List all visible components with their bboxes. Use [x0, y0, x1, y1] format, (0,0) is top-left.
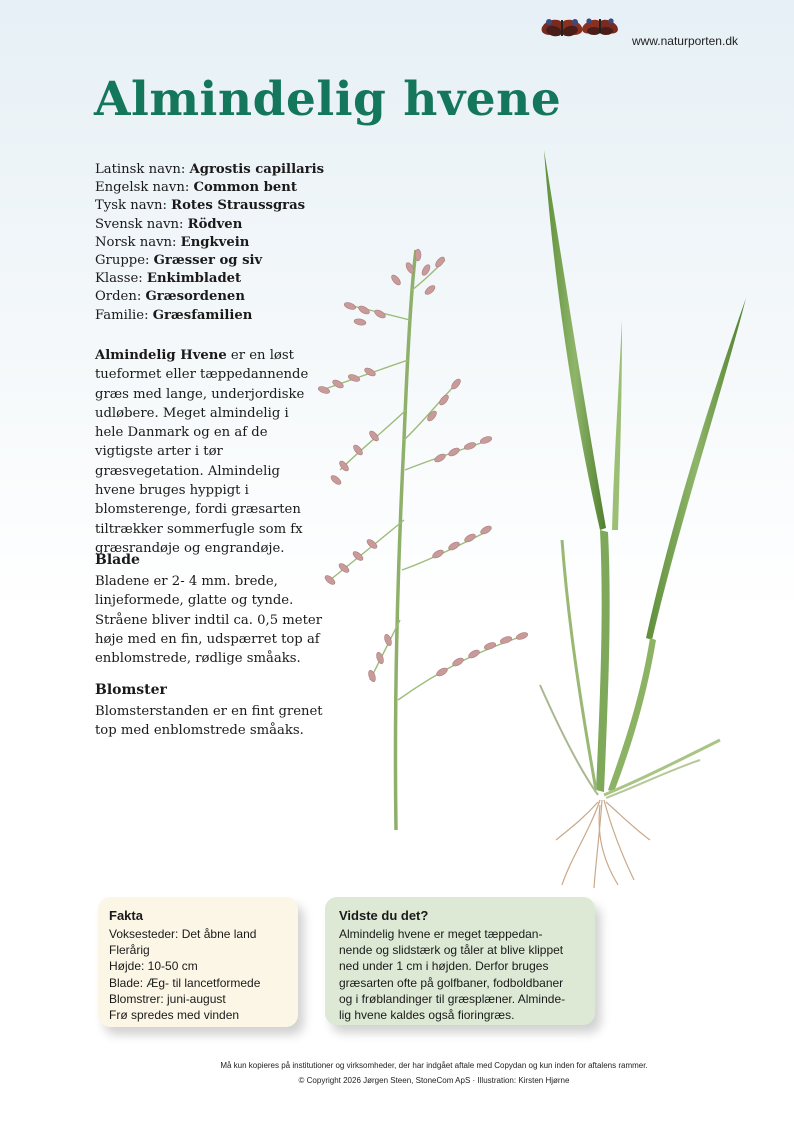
fact-group: Gruppe: Græsser og siv — [95, 253, 263, 269]
vidste-line: nende og slidstærk og tåler at blive klippet — [339, 943, 564, 958]
fakta-title: Fakta — [109, 908, 143, 923]
grass-illustration — [300, 140, 780, 900]
fakta-line: Højde: 10-50 cm — [109, 959, 198, 974]
blomster-heading: Blomster — [95, 682, 167, 698]
fact-latin: Latinsk navn: Agrostis capillaris — [95, 162, 325, 177]
butterfly-icon — [540, 8, 622, 48]
intro-paragraph: Almindelig Hvene er en løst tueformet eller tæppedannende græs med lange, underjordiske udløbere. Meget almindelig i hele Danmark og en af de vigtigste arter i tør græsvegetation. Almindelig hvene bruges hyppigt i blomsterenge, fordi græsarten tiltrækker sommerfugle som fx græsrandøje og engrandøje. — [95, 348, 309, 556]
vidste-line: Almindelig hvene er meget tæppedan- — [339, 927, 543, 941]
fakta-line: Blade: Æg- til lancetformede — [109, 975, 261, 990]
vidste-box — [325, 897, 595, 1025]
footer-license: Må kun kopieres på institutioner og virksomheder, der har indgået aftale med Copydan og kun inden for aftalens rammer. — [220, 1061, 648, 1070]
fakta-line: Voksesteder: Det åbne land — [109, 927, 257, 941]
vidste-line: ned under 1 cm i højden. Derfor bruges — [339, 959, 549, 974]
footer-copyright: © Copyright 2026 Jørgen Steen, StoneCom ApS · Illustration: Kirsten Hjørne — [298, 1076, 570, 1085]
page-title: Almindelig hvene — [94, 72, 562, 127]
vidste-line: lig hvene kaldes også fioringræs. — [339, 1008, 515, 1023]
vidste-title: Vidste du det? — [339, 908, 429, 923]
blade-text: Bladene er 2- 4 mm. brede, linjeformede, glatte og tynde. Stråene bliver indtil ca. 0,5 meter høje med en fin, udspærret top af enblomstrede, rødlige småaks. — [95, 574, 323, 667]
vidste-line: græsarten ofte på golfbaner, fodboldbaner — [339, 975, 564, 990]
fact-swedish: Svensk navn: Rödven — [95, 216, 243, 232]
names-list — [95, 161, 324, 325]
vidste-line: og i frøblandinger til græsplæner. Alminde- — [339, 991, 566, 1006]
fact-german: Tysk navn: Rotes Straussgras — [95, 198, 306, 214]
fact-family: Familie: Græsfamilien — [95, 307, 253, 323]
fact-english: Engelsk navn: Common bent — [95, 180, 297, 196]
fakta-line: Flerårig — [109, 943, 150, 958]
fact-order: Orden: Græsordenen — [95, 289, 245, 305]
fact-norwegian: Norsk navn: Engkvein — [95, 234, 250, 250]
site-url[interactable]: www.naturporten.dk — [631, 34, 738, 48]
fact-class: Klasse: Enkimbladet — [95, 271, 242, 287]
fakta-line: Blomstrer: juni-august — [109, 991, 226, 1006]
fakta-lines — [109, 926, 260, 1023]
vidste-lines — [339, 926, 591, 1023]
blomster-text: Blomsterstanden er en fint grenet top med enblomstrede småaks. — [95, 704, 323, 739]
fakta-line: Frø spredes med vinden — [109, 1008, 240, 1023]
fakta-box — [98, 897, 298, 1027]
blade-heading: Blade — [95, 552, 140, 568]
